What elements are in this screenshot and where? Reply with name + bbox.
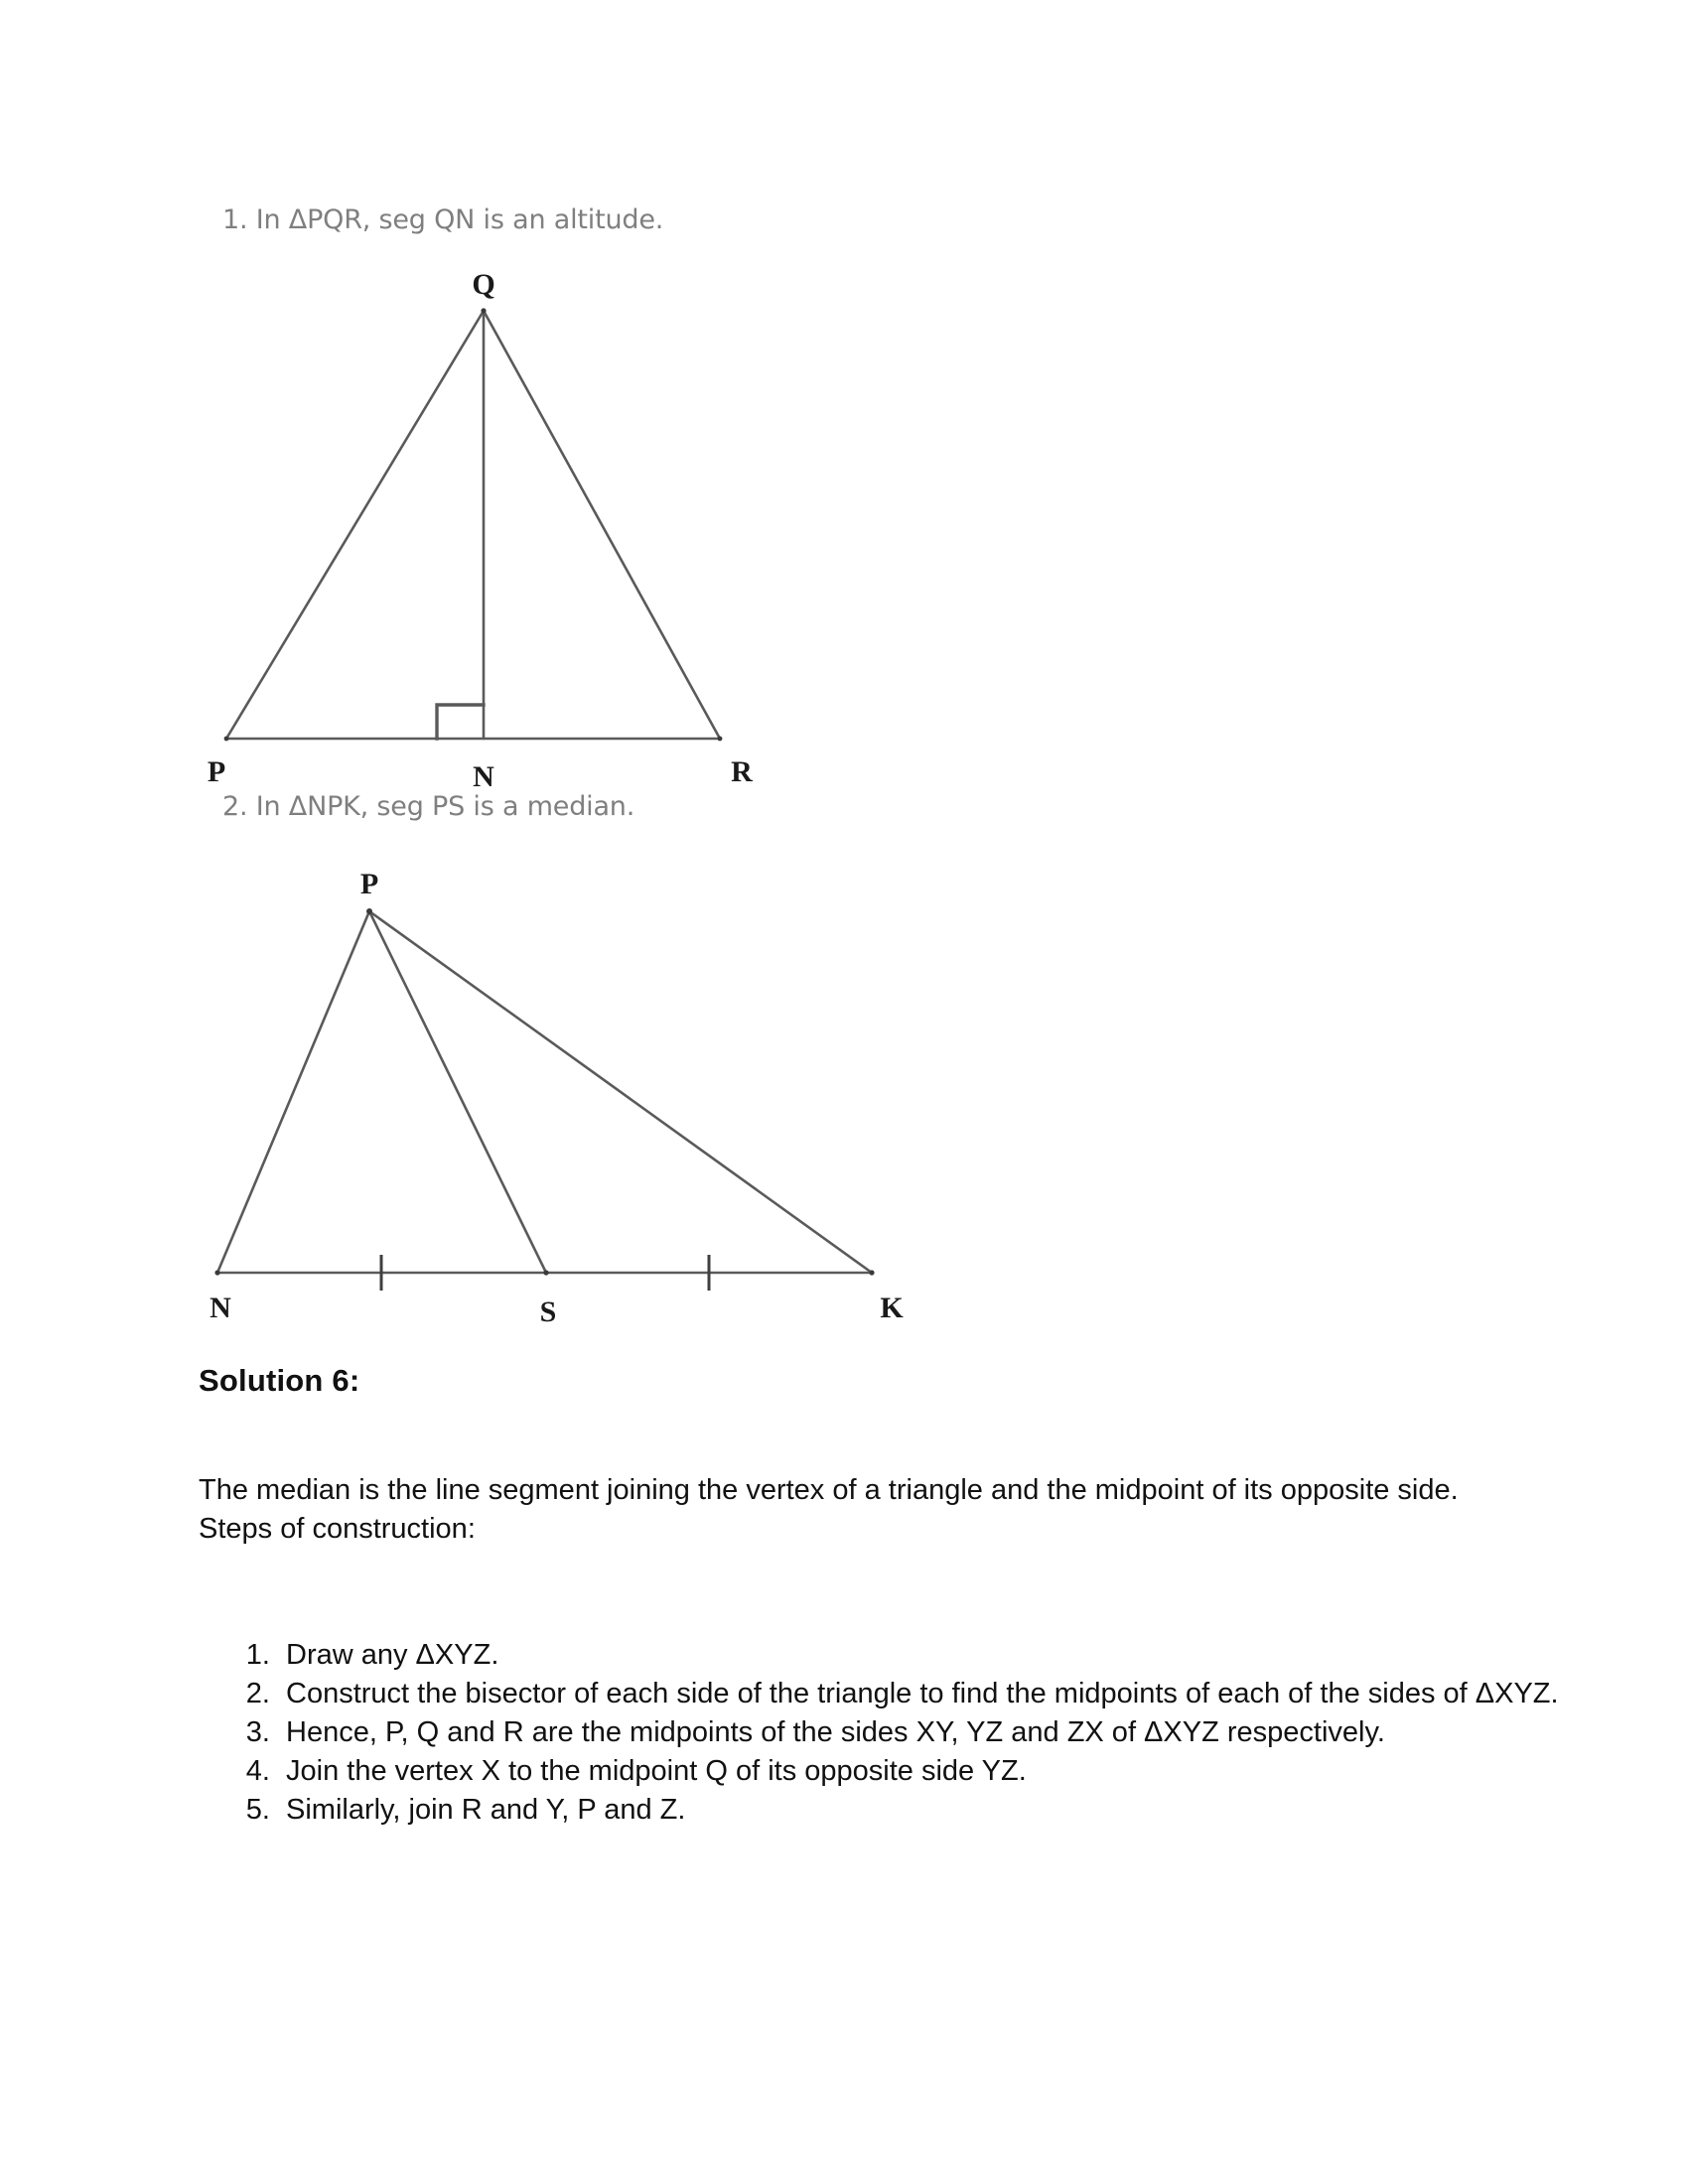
vertex-label-r: R [731,755,753,788]
vertex-label-p: P [359,868,379,900]
triangle-npk-drawing [149,854,963,1350]
right-angle-marker-icon [437,705,484,739]
list-item: 1. Draw any ΔXYZ. [278,1636,1559,1675]
vertex-label-s: S [539,1296,557,1328]
vertex-dots [224,308,723,741]
vertex-label-p: P [207,755,226,788]
vertex-label-q: Q [472,268,495,301]
median-ps [369,911,546,1273]
list-item: 2. Construct the bisector of each side of the triangle to find the midpoints of each of the sides of ΔXYZ. [278,1675,1559,1713]
vertex-label-k: K [880,1292,904,1324]
solution-paragraph-1: The median is the line segment joining the vertex of a triangle and the midpoint of its opposite side. [199,1474,1459,1506]
vertex-dots [214,908,874,1276]
side-qr [484,311,720,739]
vertex-label-n: N [473,760,494,793]
figure-triangle-pqr [149,258,824,814]
side-pn [217,911,369,1273]
list-item: 3. Hence, P, Q and R are the midpoints of the sides XY, YZ and ZX of ΔXYZ respectively. [278,1713,1559,1752]
figure-1-caption: 1. In ΔPQR, seg QN is an altitude. [222,205,664,235]
side-qp [226,311,484,739]
side-pk [369,911,872,1273]
solution-body [199,1471,1479,1548]
steps-of-construction-list [216,1636,1559,1830]
figure-triangle-npk [149,854,963,1350]
solution-heading: Solution 6: [199,1363,360,1398]
solution-paragraph-2: Steps of construction: [199,1512,476,1545]
vertex-label-n: N [210,1292,231,1324]
triangle-pqr-drawing [149,258,824,814]
list-item: 4. Join the vertex X to the midpoint Q of its opposite side YZ. [278,1752,1559,1791]
list-item: 5. Similarly, join R and Y, P and Z. [278,1791,1559,1830]
figure-2-caption: 2. In ΔNPK, seg PS is a median. [222,791,635,822]
